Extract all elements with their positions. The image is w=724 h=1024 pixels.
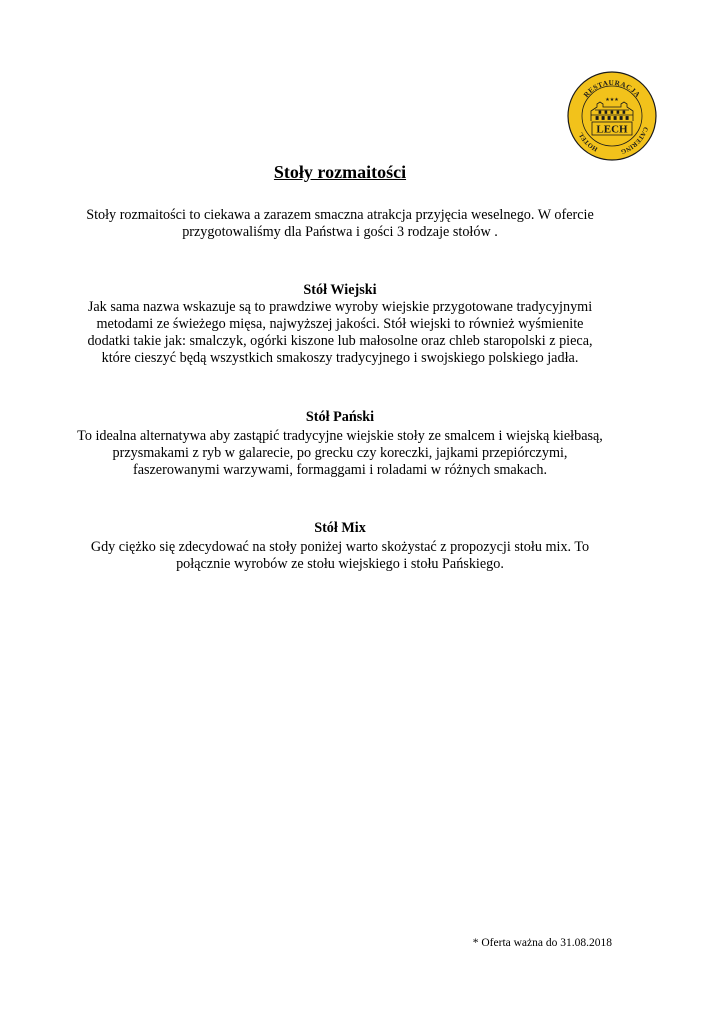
section-body-stol-panski [60, 428, 620, 479]
body-line: które cieszyć będą wszystkich smakoszy tradycyjnego i swojskiego polskiego jadła. [101, 350, 579, 366]
body-line: To idealna alternatywa aby zastąpić tradycyjne wiejskie stoły ze smalcem i wiejską kiełbasą, [77, 428, 603, 444]
logo-name: LECH [596, 123, 628, 136]
section-title-stol-panski: Stół Pański [305, 409, 375, 425]
intro-paragraph [60, 207, 620, 241]
body-line: połącznie wyrobów ze stołu wiejskiego i stołu Pańskiego. [176, 556, 504, 572]
body-line: faszerowanymi warzywami, formaggami i roladami w różnych smakach. [132, 462, 548, 478]
body-line: dodatki takie jak: smalczyk, ogórki kiszone lub małosolne oraz chleb staropolski z pieca, [87, 333, 593, 349]
body-line: Gdy ciężko się zdecydować na stoły poniżej warto skożystać z propozycji stołu mix. To [90, 539, 590, 555]
section-title-stol-wiejski: Stół Wiejski [303, 282, 377, 298]
body-line: metodami ze świeżego mięsa, najwyższej jakości. Stół wiejski to również wyśmienite [96, 316, 584, 332]
logo-top-text: RESTAURACJA [582, 78, 642, 100]
section-body-stol-wiejski [60, 299, 620, 367]
intro-line: Stoły rozmaitości to ciekawa a zarazem smaczna atrakcja przyjęcia weselnego. W ofercie [86, 207, 594, 223]
page-title: Stoły rozmaitości [273, 162, 407, 182]
logo-stars: ★★★ [605, 97, 619, 103]
offer-validity-footnote: * Oferta ważna do 31.08.2018 [472, 937, 612, 949]
section-title-stol-mix: Stół Mix [314, 520, 366, 536]
body-line: przysmakami z ryb w galarecie, po grecku czy koreczki, jajkami przepiórczymi, [112, 445, 568, 461]
section-body-stol-mix [60, 539, 620, 573]
logo-left-text: HOTEL [577, 130, 600, 153]
intro-line: przygotowaliśmy dla Państwa i gości 3 rodzaje stołów . [182, 224, 498, 240]
body-line: Jak sama nazwa wskazuje są to prawdziwe wyroby wiejskie przygotowane tradycyjnymi [87, 299, 593, 315]
hotel-lech-logo [567, 71, 657, 161]
logo-right-text: CATERING [619, 125, 649, 155]
